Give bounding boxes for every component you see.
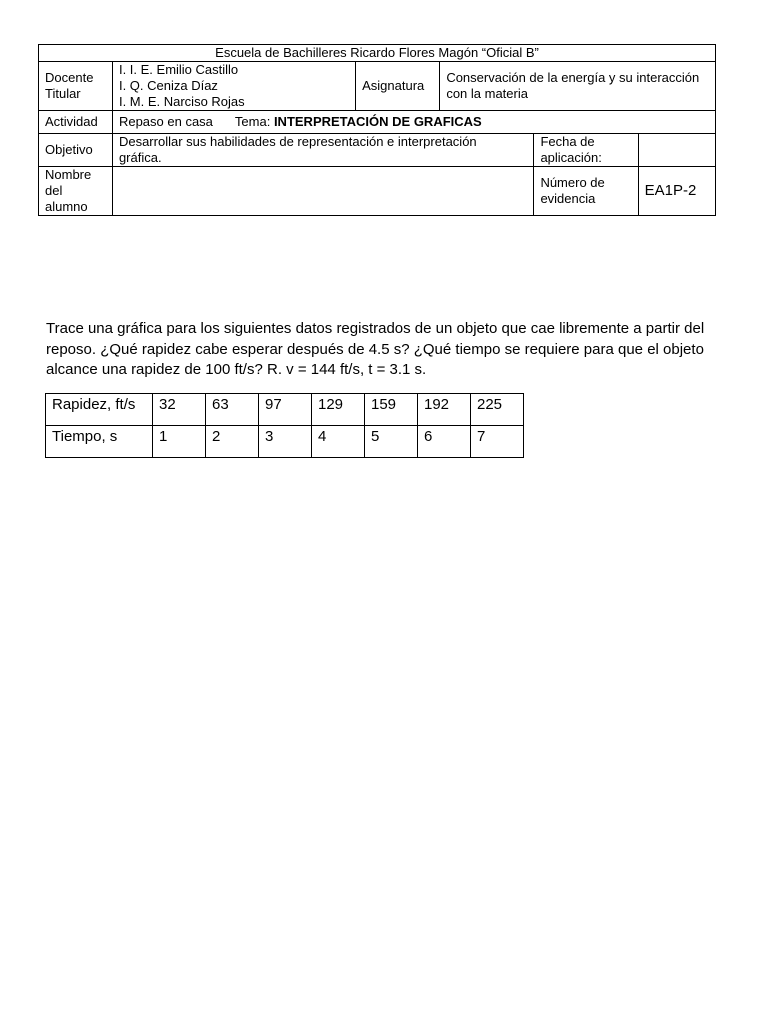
nombre-row <box>39 167 716 216</box>
teacher-name: I. I. E. Emilio Castillo <box>118 62 239 77</box>
tema-label: Tema: <box>234 114 271 129</box>
objetivo-line: gráfica. <box>118 150 162 165</box>
objetivo-label: Objetivo <box>39 134 113 167</box>
teacher-name: I. Q. Ceniza Díaz <box>118 78 218 93</box>
objetivo-row <box>39 134 716 167</box>
numero-label <box>534 167 638 216</box>
table-cell: 129 <box>312 394 365 426</box>
table-cell: 5 <box>365 426 418 458</box>
table-cell: 192 <box>418 394 471 426</box>
docente-label-line: Titular <box>45 86 81 101</box>
actividad-value <box>112 111 715 134</box>
nombre-label-line: del <box>45 183 63 198</box>
objetivo-value <box>112 134 533 167</box>
fecha-value <box>638 134 715 167</box>
nombre-label-line: alumno <box>45 199 88 214</box>
docente-label-line: Docente <box>45 70 94 85</box>
table-cell: 225 <box>471 394 524 426</box>
docente-row <box>39 62 716 111</box>
table-cell: 63 <box>206 394 259 426</box>
problem-statement: Trace una gráfica para los siguientes datos registrados de un objeto que cae libremente a partir del reposo. ¿Qué rapidez cabe esperar después de 4.5 s? ¿Qué tiempo se requiere para que el objeto alcance una rapidez de 100 ft/s? R. v = 144 ft/s, t = 3.1 s. <box>46 320 705 378</box>
table-cell: 1 <box>153 426 206 458</box>
table-cell: 32 <box>153 394 206 426</box>
fecha-label-line: Fecha de <box>540 134 595 149</box>
data-table <box>45 393 524 458</box>
table-cell: 2 <box>206 426 259 458</box>
header-info-table <box>38 44 716 216</box>
table-cell: 97 <box>259 394 312 426</box>
actividad-label: Actividad <box>39 111 113 134</box>
asignatura-line: Conservación de la energía y su interacción <box>446 70 700 85</box>
school-name: Escuela de Bachilleres Ricardo Flores Magón “Oficial B” <box>39 45 716 62</box>
table-cell: 7 <box>471 426 524 458</box>
school-row <box>39 45 716 62</box>
teacher-name: I. M. E. Narciso Rojas <box>118 94 245 109</box>
row-label: Tiempo, s <box>46 426 153 458</box>
asignatura-value <box>440 62 716 111</box>
table-cell: 4 <box>312 426 365 458</box>
nombre-label <box>39 167 113 216</box>
actividad-row <box>39 111 716 134</box>
asignatura-label: Asignatura <box>356 62 440 111</box>
numero-value: EA1P-2 <box>638 167 715 216</box>
tema-value: INTERPRETACIÓN DE GRAFICAS <box>273 114 482 129</box>
fecha-label-line: aplicación: <box>540 150 602 165</box>
numero-label-line: evidencia <box>540 191 596 206</box>
nombre-value <box>112 167 533 216</box>
docente-label <box>39 62 113 111</box>
row-label: Rapidez, ft/s <box>46 394 153 426</box>
nombre-label-line: Nombre <box>45 167 92 182</box>
numero-label-line: Número de <box>540 175 605 190</box>
table-cell: 6 <box>418 426 471 458</box>
table-row <box>46 394 524 426</box>
table-cell: 159 <box>365 394 418 426</box>
table-cell: 3 <box>259 426 312 458</box>
table-row <box>46 426 524 458</box>
fecha-label <box>534 134 638 167</box>
teachers-cell <box>112 62 355 111</box>
asignatura-line: con la materia <box>446 86 528 101</box>
objetivo-line: Desarrollar sus habilidades de representación e interpretación <box>118 134 477 149</box>
actividad-text: Repaso en casa <box>118 114 213 129</box>
